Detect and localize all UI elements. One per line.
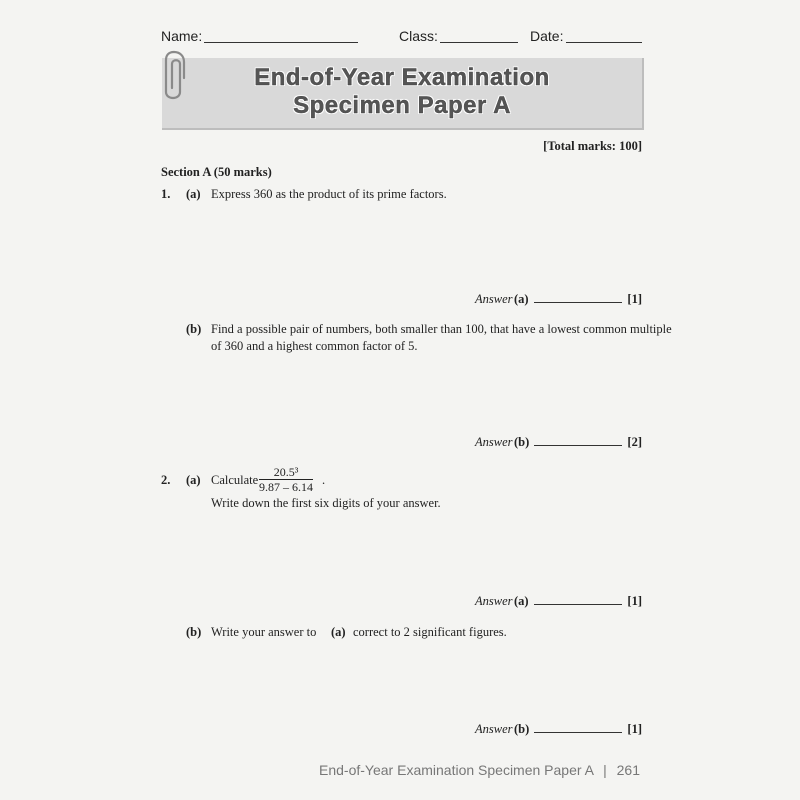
- total-marks: [Total marks: 100]: [543, 139, 642, 153]
- answer-line[interactable]: [534, 445, 622, 446]
- question-text: Find a possible pair of numbers, both smaller than 100, that have a lowest common multiple: [211, 322, 672, 336]
- fraction: [259, 465, 313, 494]
- answer-line[interactable]: [534, 732, 622, 733]
- footer-title: End-of-Year Examination Specimen Paper A: [319, 762, 594, 778]
- answer-part: (a): [514, 292, 529, 306]
- answer-label: Answer: [475, 292, 513, 306]
- question-number: 2.: [161, 473, 171, 487]
- date-field-line[interactable]: [566, 42, 642, 43]
- question-text: correct to 2 significant figures.: [353, 625, 507, 639]
- part-label: (a): [186, 187, 201, 201]
- name-field-line[interactable]: [204, 42, 358, 43]
- answer-line[interactable]: [534, 604, 622, 605]
- question-text: Calculate: [211, 473, 259, 487]
- part-label: (b): [186, 322, 202, 336]
- class-field-line[interactable]: [440, 42, 518, 43]
- marks: [2]: [627, 435, 642, 449]
- question-ref: (a): [331, 625, 346, 639]
- question-number: 1.: [161, 187, 171, 201]
- question-text: of 360 and a highest common factor of 5.: [211, 339, 418, 353]
- section-heading: Section A (50 marks): [161, 165, 272, 179]
- answer-line[interactable]: [534, 302, 622, 303]
- question-text: Express 360 as the product of its prime factors.: [211, 187, 447, 201]
- question-text: Write down the first six digits of your answer.: [211, 496, 441, 510]
- date-label: Date:: [530, 28, 564, 44]
- page-number: 261: [616, 762, 640, 778]
- answer-part: (a): [514, 594, 529, 608]
- part-label: (a): [186, 473, 201, 487]
- fraction-numerator: 20.5³: [259, 465, 313, 480]
- name-label: Name:: [161, 28, 203, 44]
- title-line-2: Specimen Paper A: [293, 92, 511, 119]
- fraction-denominator: 9.87 – 6.14: [259, 480, 313, 494]
- answer-part: (b): [514, 435, 530, 449]
- class-label: Class:: [399, 28, 438, 44]
- answer-label: Answer: [475, 722, 513, 736]
- answer-label: Answer: [475, 594, 513, 608]
- title-line-1: End-of-Year Examination: [254, 64, 550, 91]
- marks: [1]: [627, 594, 642, 608]
- answer-part: (b): [514, 722, 530, 736]
- footer-separator: |: [603, 762, 607, 778]
- paperclip-icon: [160, 48, 190, 108]
- page-footer: [319, 762, 640, 778]
- marks: [1]: [627, 722, 642, 736]
- question-text: Write your answer to: [211, 625, 317, 639]
- answer-label: Answer: [475, 435, 513, 449]
- part-label: (b): [186, 625, 202, 639]
- question-text: .: [322, 473, 326, 487]
- title-banner: [162, 58, 644, 130]
- marks: [1]: [627, 292, 642, 306]
